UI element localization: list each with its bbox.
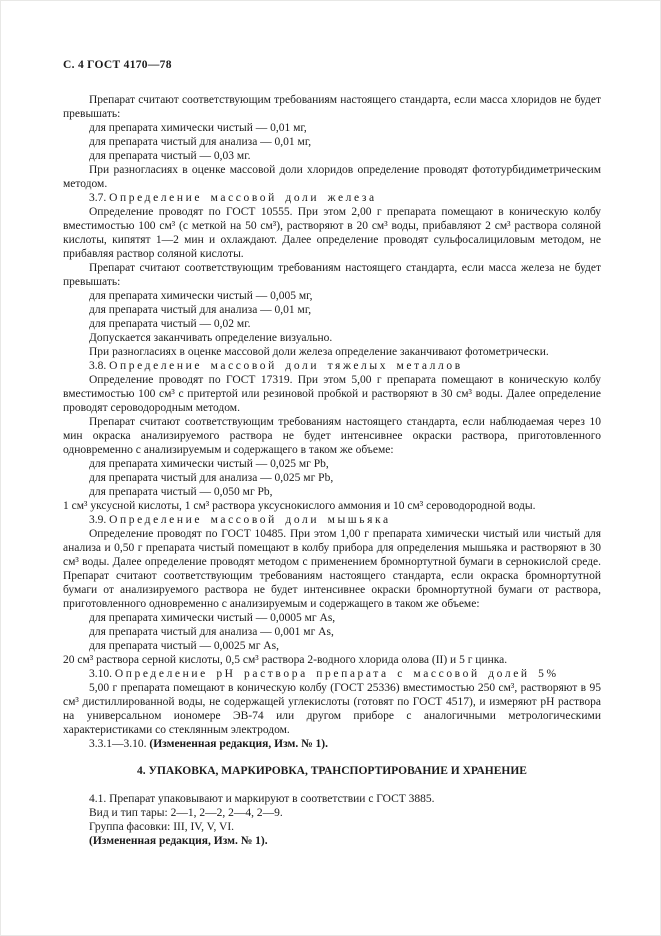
paragraph	[63, 205, 601, 261]
paragraph	[63, 611, 601, 625]
text-segment: Определение массовой доли тяжелых металлов	[109, 360, 463, 372]
paragraph	[63, 415, 601, 457]
page-header: С. 4 ГОСТ 4170—78	[63, 59, 172, 71]
text-segment: для препарата химически чистый — 0,0005 мг As,	[89, 612, 336, 624]
text-segment: 20 см³ раствора серной кислоты, 0,5 см³ раствора 2-водного хлорида олова (II) и 5 г цинка.	[63, 654, 508, 666]
text-segment: 3.3.1—3.10.	[89, 738, 150, 750]
text-segment: для препарата чистый для анализа — 0,01 мг,	[89, 304, 312, 316]
text-segment: Определение pH раствора препарата с массовой долей 5%	[114, 668, 559, 680]
paragraph	[63, 93, 601, 121]
paragraph	[63, 834, 601, 848]
text-segment: Определение массовой доли железа	[109, 192, 377, 204]
text-segment: Определение массовой доли мышьяка	[109, 514, 391, 526]
text-segment: Препарат считают соответствующим требованиям настоящего стандарта, если наблюдаемая через 10 мин окраска анализируемого раствора не будет интенсивнее окраски раствора, приготовленного одновременно с анализируемым и содержащего в таком же объеме:	[63, 416, 601, 456]
paragraph	[63, 806, 601, 820]
text-segment: для препарата химически чистый — 0,005 мг,	[89, 290, 313, 302]
paragraph	[63, 667, 601, 681]
text-segment: для препарата чистый — 0,050 мг Pb,	[89, 486, 273, 498]
text-segment: для препарата чистый — 0,03 мг.	[89, 150, 251, 162]
text-segment: 3.9.	[89, 514, 110, 526]
paragraph	[63, 625, 601, 639]
document-body	[63, 93, 601, 848]
paragraph	[63, 485, 601, 499]
paragraph	[63, 303, 601, 317]
paragraph	[63, 499, 601, 513]
text-segment: 3.7.	[89, 192, 110, 204]
text-segment: (Измененная редакция, Изм. № 1).	[149, 738, 329, 750]
text-segment: 4. УПАКОВКА, МАРКИРОВКА, ТРАНСПОРТИРОВАНИЕ И ХРАНЕНИЕ	[137, 765, 527, 777]
text-segment: для препарата химически чистый — 0,025 мг Pb,	[89, 458, 329, 470]
paragraph	[63, 121, 601, 135]
text-segment: 5,00 г препарата помещают в коническую колбу (ГОСТ 25336) вместимостью 250 см³, растворяют в 95 см³ дистиллированной воды, не содержащей углекислоты (готовят по ГОСТ 4517), и измеряют pH раствора на универсальном иономере ЭВ-74 или другом приборе с аналогичными метрологическими характеристиками со стеклянным электродом.	[63, 682, 601, 736]
paragraph	[63, 457, 601, 471]
text-segment: 4.1. Препарат упаковывают и маркируют в соответствии с ГОСТ 3885.	[89, 793, 435, 805]
text-segment: (Измененная редакция, Изм. № 1).	[89, 835, 268, 847]
text-segment: Определение проводят по ГОСТ 10555. При этом 2,00 г препарата помещают в коническую колбу вместимостью 100 см³ (с меткой на 50 см³), растворяют в 20 см³ воды, прибавляют 2 см³ раствора соляной кислоты, кипятят 1—2 мин и охлаждают. Далее определение проводят сульфосалициловым методом, не прибавляя раствор соляной кислоты.	[63, 206, 601, 260]
paragraph	[63, 737, 601, 751]
paragraph	[63, 331, 601, 345]
text-segment: 3.10.	[89, 668, 115, 680]
text-segment: для препарата чистый — 0,0025 мг As,	[89, 640, 279, 652]
paragraph	[63, 317, 601, 331]
text-segment: Группа фасовки: III, IV, V, VI.	[89, 821, 235, 833]
text-segment: Вид и тип тары: 2—1, 2—2, 2—4, 2—9.	[89, 807, 283, 819]
paragraph	[63, 261, 601, 289]
paragraph	[63, 163, 601, 191]
paragraph	[63, 764, 601, 778]
paragraph	[63, 289, 601, 303]
text-segment: для препарата чистый — 0,02 мг.	[89, 318, 251, 330]
paragraph	[63, 359, 601, 373]
text-segment: Препарат считают соответствующим требованиям настоящего стандарта, если масса хлоридов не будет превышать:	[63, 94, 601, 120]
text-segment: 1 см³ уксусной кислоты, 1 см³ раствора уксуснокислого аммония и 10 см³ сероводородной воды.	[63, 500, 536, 512]
text-segment: 3.8.	[89, 360, 110, 372]
paragraph	[63, 513, 601, 527]
text-segment: Определение проводят по ГОСТ 17319. При этом 5,00 г препарата помещают в коническую колбу вместимостью 100 см³ с притертой или резиновой пробкой и растворяют в 30 см³ воды. Далее определение проводят сероводородным методом.	[63, 374, 601, 414]
text-segment: При разногласиях в оценке массовой доли железа определение заканчивают фотометрически.	[89, 346, 549, 358]
paragraph	[63, 149, 601, 163]
paragraph	[63, 471, 601, 485]
paragraph	[63, 653, 601, 667]
text-segment: для препарата химически чистый — 0,01 мг,	[89, 122, 307, 134]
paragraph	[63, 345, 601, 359]
paragraph	[63, 639, 601, 653]
paragraph	[63, 135, 601, 149]
paragraph	[63, 792, 601, 806]
text-segment: Допускается заканчивать определение визуально.	[89, 332, 333, 344]
paragraph	[63, 373, 601, 415]
text-segment: для препарата чистый для анализа — 0,025 мг Pb,	[89, 472, 334, 484]
text-segment: для препарата чистый для анализа — 0,001 мг As,	[89, 626, 334, 638]
text-segment: Препарат считают соответствующим требованиям настоящего стандарта, если масса железа не будет превышать:	[63, 262, 601, 288]
text-segment: для препарата чистый для анализа — 0,01 мг,	[89, 136, 312, 148]
paragraph	[63, 681, 601, 737]
paragraph	[63, 820, 601, 834]
paragraph	[63, 191, 601, 205]
text-segment: При разногласиях в оценке массовой доли хлоридов определение проводят фототурбидиметрическим методом.	[63, 164, 601, 190]
paragraph	[63, 527, 601, 611]
text-segment: Определение проводят по ГОСТ 10485. При этом 1,00 г препарата химически чистый или чистый для анализа и 0,50 г препарата чистый помещают в колбу прибора для определения мышьяка и растворяют в 30 см³ воды. Далее определение проводят методом с применением бромнортутной бумаги в сернокислой среде. Препарат считают соответствующим требованиям настоящего стандарта, если окраска бромнортутной бумаги от анализируемого раствора не будет интенсивнее окраски бромнортутной бумаги от раствора, приготовленного одновременно с анализируемым и содержащего в таком же объеме:	[63, 528, 601, 610]
